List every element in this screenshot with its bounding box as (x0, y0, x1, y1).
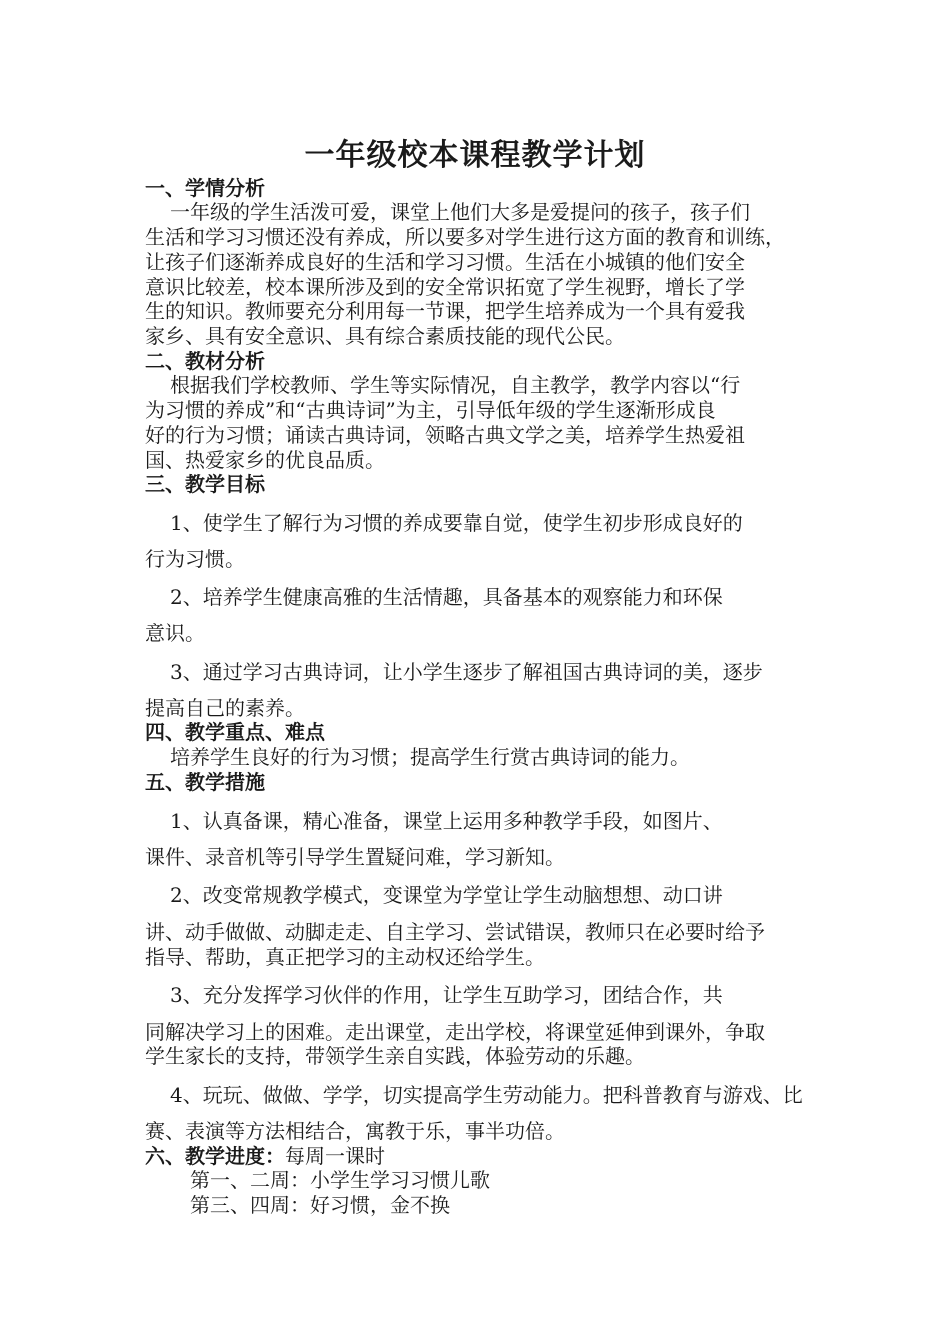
paragraph-line: 生活和学习习惯还没有养成，所以要多对学生进行这方面的教育和训练， (145, 225, 785, 249)
paragraph-line: 根据我们学校教师、学生等实际情况，自主教学，教学内容以“行 (170, 373, 741, 397)
paragraph-line: 4、玩玩、做做、学学，切实提高学生劳动能力。把科普教育与游戏、比 (170, 1083, 803, 1107)
paragraph-line: 同解决学习上的困难。走出课堂，走出学校，将课堂延伸到课外，争取 (145, 1020, 765, 1044)
paragraph-line: 国、热爱家乡的优良品质。 (145, 448, 385, 472)
paragraph-line: 行为习惯。 (145, 547, 245, 571)
paragraph-line: 为习惯的养成”和“古典诗词”为主，引导低年级的学生逐渐形成良 (145, 398, 716, 422)
paragraph-line: 生的知识。教师要充分利用每一节课，把学生培养成为一个具有爱我 (145, 299, 745, 323)
section-heading-6: 六、教学进度： (145, 1144, 285, 1168)
paragraph-line: 指导、帮助，真正把学习的主动权还给学生。 (145, 945, 545, 969)
paragraph-line: 意识比较差，校本课所涉及到的安全常识拓宽了学生视野，增长了学 (145, 275, 745, 299)
section-heading-5: 五、教学措施 (145, 770, 265, 794)
schedule-line: 第一、二周：小学生学习习惯儿歌 (190, 1168, 490, 1192)
section-heading-4: 四、教学重点、难点 (145, 720, 325, 744)
paragraph-line: 家乡、具有安全意识、具有综合素质技能的现代公民。 (145, 324, 625, 348)
paragraph-line: 1、使学生了解行为习惯的养成要靠自觉，使学生初步形成良好的 (170, 511, 743, 535)
paragraph-line: 讲、动手做做、动脚走走、自主学习、尝试错误，教师只在必要时给予 (145, 920, 765, 944)
section-heading-1: 一、学情分析 (145, 176, 265, 200)
page-title: 一年级校本课程教学计划 (304, 138, 646, 173)
paragraph-line: 让孩子们逐渐养成良好的生活和学习习惯。生活在小城镇的他们安全 (145, 250, 745, 274)
section-heading-2: 二、教材分析 (145, 349, 265, 373)
paragraph-line: 好的行为习惯；诵读古典诗词，领略古典文学之美，培养学生热爱祖 (145, 423, 745, 447)
paragraph-line: 提高自己的素养。 (145, 696, 305, 720)
paragraph-line: 2、改变常规教学模式，变课堂为学堂让学生动脑想想、动口讲 (170, 883, 723, 907)
paragraph-line: 意识。 (145, 621, 205, 645)
paragraph-line: 3、充分发挥学习伙伴的作用，让学生互助学习，团结合作，共 (170, 983, 723, 1007)
paragraph-line: 3、通过学习古典诗词，让小学生逐步了解祖国古典诗词的美，逐步 (170, 660, 763, 684)
section-heading-6-note: 每周一课时 (285, 1144, 385, 1168)
paragraph-line: 学生家长的支持，带领学生亲自实践，体验劳动的乐趣。 (145, 1044, 645, 1068)
paragraph-line: 2、培养学生健康高雅的生活情趣，具备基本的观察能力和环保 (170, 585, 723, 609)
paragraph-line: 赛、表演等方法相结合，寓教于乐，事半功倍。 (145, 1119, 565, 1143)
section-heading-3: 三、教学目标 (145, 472, 265, 496)
section-heading-6-row (145, 1144, 825, 1168)
paragraph-line: 课件、录音机等引导学生置疑问难，学习新知。 (145, 845, 565, 869)
schedule-line: 第三、四周：好习惯，金不换 (190, 1193, 450, 1217)
paragraph-line: 培养学生良好的行为习惯；提高学生行赏古典诗词的能力。 (170, 745, 690, 769)
paragraph-line: 1、认真备课，精心准备，课堂上运用多种教学手段，如图片、 (170, 809, 723, 833)
paragraph-line: 一年级的学生活泼可爱，课堂上他们大多是爱提问的孩子，孩子们 (170, 200, 750, 224)
